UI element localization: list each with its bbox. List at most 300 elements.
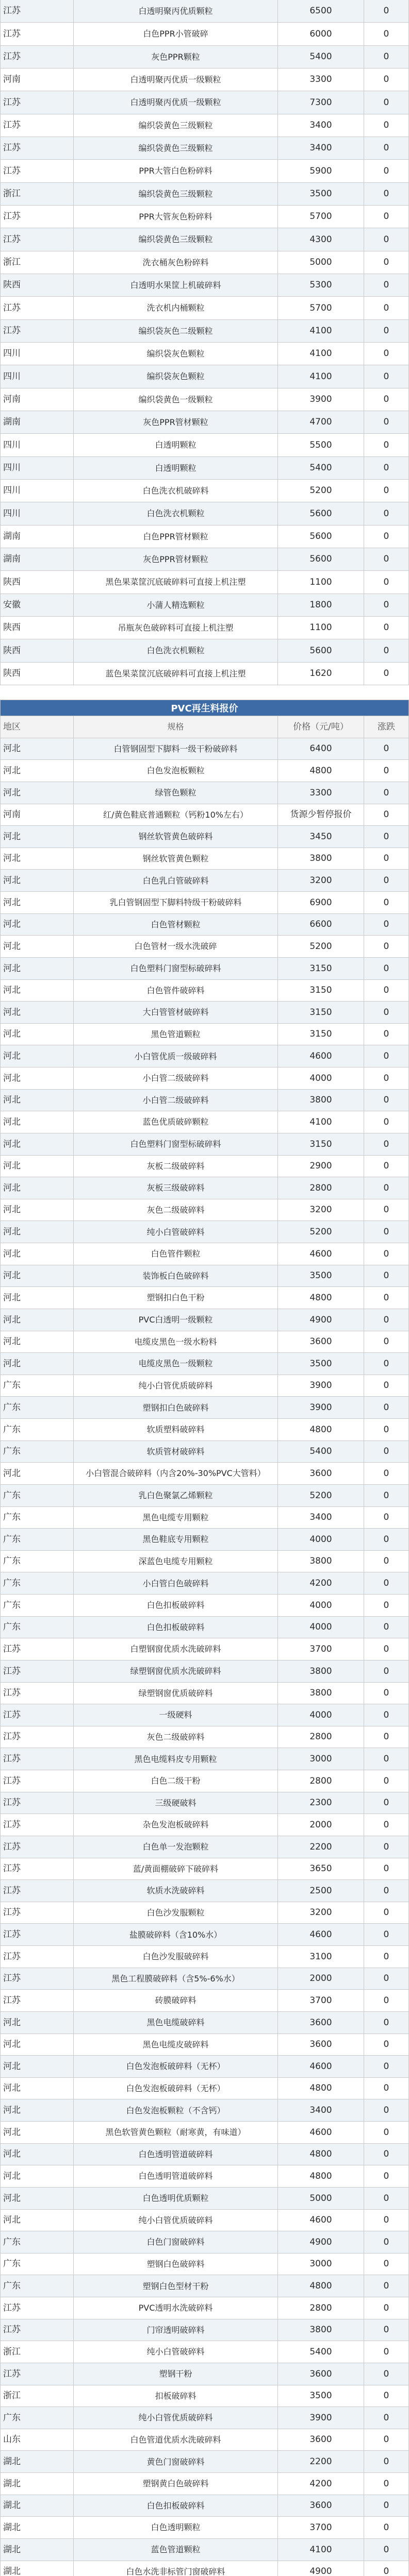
- cell-name: 黑色电缆破碎料: [74, 2012, 279, 2034]
- cell-change: 0: [364, 411, 409, 434]
- table-row: [0, 160, 409, 182]
- table-row: [0, 936, 409, 958]
- cell-change: 0: [364, 1572, 409, 1595]
- table-row: [0, 411, 409, 434]
- table-row: [0, 343, 409, 365]
- cell-name: 白色水洗非标管门窗破碎料: [74, 2561, 279, 2576]
- cell-change: 0: [364, 1133, 409, 1156]
- table-row: [0, 639, 409, 662]
- cell-change: 0: [364, 526, 409, 548]
- table-row: [0, 617, 409, 639]
- cell-change: 0: [364, 2253, 409, 2276]
- cell-name: 杂色发泡板破碎料: [74, 1814, 279, 1836]
- cell-change: 0: [364, 1924, 409, 1946]
- cell-region: 河北: [0, 2056, 74, 2078]
- cell-change: 0: [364, 2275, 409, 2297]
- table-row: [0, 46, 409, 69]
- table-row: [0, 2539, 409, 2561]
- cell-region: 河北: [0, 1353, 74, 1375]
- table-row: [0, 1880, 409, 1902]
- cell-region: 浙江: [0, 251, 74, 274]
- table-row: [0, 2253, 409, 2276]
- cell-name: 编织袋黄色三级颗粒: [74, 183, 279, 206]
- cell-change: 0: [364, 663, 409, 685]
- cell-name: 白色扣板破碎料: [74, 2495, 279, 2517]
- table-row: [0, 183, 409, 206]
- cell-change: 0: [364, 1792, 409, 1815]
- cell-name: 塑钢扣白色破碎料: [74, 1397, 279, 1419]
- cell-name: 砖膜破碎料: [74, 1990, 279, 2012]
- cell-change: 0: [364, 1968, 409, 1990]
- cell-region: 广东: [0, 1419, 74, 1441]
- cell-price: 2500: [278, 1880, 364, 1902]
- cell-region: 河北: [0, 2210, 74, 2232]
- cell-price: 3700: [278, 2517, 364, 2539]
- cell-region: 河北: [0, 914, 74, 936]
- cell-change: 0: [364, 1880, 409, 1902]
- table-row: [0, 2495, 409, 2517]
- table-row: [0, 2188, 409, 2210]
- table-row: [0, 480, 409, 502]
- cell-region: 陕西: [0, 639, 74, 662]
- cell-region: 广东: [0, 2407, 74, 2429]
- cell-region: 江苏: [0, 114, 74, 137]
- table-row: [0, 1441, 409, 1463]
- table-row: [0, 2451, 409, 2473]
- cell-region: 河北: [0, 738, 74, 760]
- cell-change: 0: [364, 1002, 409, 1024]
- cell-change: 0: [364, 760, 409, 782]
- section-pp-continued: [0, 0, 409, 685]
- table-row: [0, 571, 409, 594]
- cell-region: 河北: [0, 1199, 74, 1222]
- cell-region: 安徽: [0, 594, 74, 617]
- table-row: [0, 1243, 409, 1265]
- cell-price: 3650: [278, 1858, 364, 1880]
- cell-region: 河北: [0, 2122, 74, 2144]
- cell-name: 小蒲人精选颗粒: [74, 594, 279, 617]
- cell-price: 4000: [278, 1617, 364, 1639]
- cell-price: 4300: [278, 228, 364, 251]
- cell-price: 3600: [278, 2495, 364, 2517]
- cell-price: 4800: [278, 2144, 364, 2166]
- cell-region: 河北: [0, 826, 74, 848]
- cell-name: 小白管混合破碎料（内含20%-30%PVC大管料）: [74, 1463, 279, 1485]
- cell-change: 0: [364, 274, 409, 297]
- cell-name: 扣板破碎料: [74, 2385, 279, 2408]
- table-row: [0, 782, 409, 804]
- table-row: [0, 2210, 409, 2232]
- cell-name: 白色透明优质颗粒: [74, 2188, 279, 2210]
- cell-name: 白色扣板破碎料: [74, 1595, 279, 1617]
- cell-region: 江苏: [0, 1704, 74, 1726]
- table-row: [0, 2319, 409, 2342]
- cell-name: 白透明颗粒: [74, 434, 279, 456]
- cell-change: 0: [364, 457, 409, 480]
- cell-region: 河北: [0, 958, 74, 980]
- cell-region: 河北: [0, 1133, 74, 1156]
- cell-name: 纯小白管破碎料: [74, 2341, 279, 2363]
- cell-price: 1100: [278, 571, 364, 594]
- cell-name: 白色PPR管材颗粒: [74, 526, 279, 548]
- cell-change: 0: [364, 1090, 409, 1112]
- header-name: 规格: [74, 716, 279, 738]
- cell-change: 0: [364, 2231, 409, 2253]
- cell-name: 装饰板白色破碎料: [74, 1265, 279, 1287]
- cell-price: 4600: [278, 1243, 364, 1265]
- cell-change: 0: [364, 2539, 409, 2561]
- cell-price: 2800: [278, 1726, 364, 1749]
- cell-name: 白色门窗破碎料: [74, 2231, 279, 2253]
- cell-region: 广东: [0, 2231, 74, 2253]
- cell-region: 江苏: [0, 1792, 74, 1815]
- cell-price: 3400: [278, 137, 364, 160]
- cell-price: 5200: [278, 1221, 364, 1243]
- cell-change: 0: [364, 320, 409, 343]
- cell-change: 0: [364, 2297, 409, 2319]
- table-row: [0, 1067, 409, 1090]
- cell-region: 江苏: [0, 320, 74, 343]
- cell-price: 4900: [278, 2561, 364, 2576]
- cell-change: 0: [364, 1683, 409, 1705]
- cell-name: 白色洗衣机颗粒: [74, 639, 279, 662]
- table-row: [0, 2517, 409, 2539]
- cell-name: 小白管白色破碎料: [74, 1572, 279, 1595]
- cell-name: 灰色二级破碎料: [74, 1726, 279, 1749]
- cell-change: 0: [364, 2385, 409, 2408]
- cell-change: 0: [364, 1836, 409, 1858]
- cell-price: 5900: [278, 160, 364, 182]
- section-title: PVC再生料报价: [0, 700, 409, 716]
- cell-change: 0: [364, 2473, 409, 2495]
- table-row: [0, 1968, 409, 1990]
- cell-change: 0: [364, 206, 409, 228]
- cell-change: 0: [364, 1485, 409, 1507]
- cell-name: PVC白透明一级颗粒: [74, 1309, 279, 1331]
- cell-change: 0: [364, 892, 409, 914]
- cell-change: 0: [364, 1265, 409, 1287]
- cell-price: 5400: [278, 457, 364, 480]
- cell-price: 3150: [278, 980, 364, 1002]
- cell-change: 0: [364, 297, 409, 319]
- cell-region: 河北: [0, 1002, 74, 1024]
- cell-change: 0: [364, 2210, 409, 2232]
- cell-price: 4800: [278, 760, 364, 782]
- cell-change: 0: [364, 2561, 409, 2576]
- cell-name: 纯小白管优质破碎料: [74, 2210, 279, 2232]
- cell-region: 河北: [0, 2078, 74, 2100]
- cell-region: 河北: [0, 1090, 74, 1112]
- table-row: [0, 69, 409, 91]
- cell-region: 江苏: [0, 1924, 74, 1946]
- cell-price: 4000: [278, 1067, 364, 1090]
- table-row: [0, 1419, 409, 1441]
- table-row: [0, 1704, 409, 1726]
- table-row: [0, 1331, 409, 1353]
- cell-price: 3400: [278, 114, 364, 137]
- cell-change: 0: [364, 2012, 409, 2034]
- cell-name: 白色发泡板颗粒（不含钙）: [74, 2099, 279, 2122]
- cell-change: 0: [364, 639, 409, 662]
- cell-region: 江苏: [0, 1683, 74, 1705]
- cell-price: 1620: [278, 663, 364, 685]
- cell-name: 编织袋灰色颗粒: [74, 365, 279, 388]
- cell-name: 钢丝软管黄色破碎料: [74, 826, 279, 848]
- table-row: [0, 388, 409, 411]
- table-row: [0, 274, 409, 297]
- cell-region: 江苏: [0, 2297, 74, 2319]
- cell-price: 3150: [278, 1133, 364, 1156]
- cell-price: 3900: [278, 1375, 364, 1397]
- cell-change: 0: [364, 46, 409, 69]
- header-change: 涨跌: [364, 716, 409, 738]
- cell-change: 0: [364, 2144, 409, 2166]
- table-row: [0, 2407, 409, 2429]
- cell-region: 河北: [0, 2034, 74, 2056]
- cell-region: 四川: [0, 502, 74, 525]
- cell-region: 广东: [0, 1375, 74, 1397]
- cell-price: 2800: [278, 2297, 364, 2319]
- table-row: [0, 848, 409, 870]
- cell-name: 塑钢白色型材干粉: [74, 2275, 279, 2297]
- cell-change: 0: [364, 1638, 409, 1660]
- cell-region: 江苏: [0, 160, 74, 182]
- table-row: [0, 2165, 409, 2188]
- cell-region: 江苏: [0, 206, 74, 228]
- cell-region: 广东: [0, 2253, 74, 2276]
- cell-change: 0: [364, 114, 409, 137]
- cell-region: 四川: [0, 480, 74, 502]
- cell-region: 江苏: [0, 1902, 74, 1924]
- cell-region: 陕西: [0, 274, 74, 297]
- cell-price: 5200: [278, 480, 364, 502]
- cell-region: 江苏: [0, 1990, 74, 2012]
- cell-change: 0: [364, 1331, 409, 1353]
- cell-change: 0: [364, 782, 409, 804]
- cell-name: 白色沙发服破碎料: [74, 1946, 279, 1968]
- table-row: [0, 2341, 409, 2363]
- cell-price: 货源少暂停报价: [278, 804, 364, 826]
- cell-region: 河北: [0, 1243, 74, 1265]
- table-row: [0, 1748, 409, 1770]
- cell-change: 0: [364, 1243, 409, 1265]
- table-row: [0, 1090, 409, 1112]
- cell-price: 3800: [278, 1551, 364, 1573]
- cell-region: 四川: [0, 434, 74, 456]
- cell-region: 河北: [0, 1177, 74, 1199]
- cell-price: 2900: [278, 1156, 364, 1178]
- table-row: [0, 2099, 409, 2122]
- table-row: [0, 1397, 409, 1419]
- table-row: [0, 2012, 409, 2034]
- cell-region: 河北: [0, 1331, 74, 1353]
- cell-region: 河北: [0, 892, 74, 914]
- cell-price: 3900: [278, 388, 364, 411]
- cell-change: 0: [364, 1463, 409, 1485]
- cell-price: 4000: [278, 1704, 364, 1726]
- cell-name: 黑色管道颗粒: [74, 1024, 279, 1046]
- cell-price: 3500: [278, 2385, 364, 2408]
- cell-region: 江苏: [0, 228, 74, 251]
- cell-region: 河北: [0, 1067, 74, 1090]
- cell-name: 蓝/黄面棚破碎下破碎料: [74, 1858, 279, 1880]
- cell-change: 0: [364, 69, 409, 91]
- cell-name: 黄色门窗破碎料: [74, 2451, 279, 2473]
- table-row: [0, 251, 409, 274]
- cell-price: 6000: [278, 23, 364, 45]
- cell-region: 河北: [0, 848, 74, 870]
- header-region: 地区: [0, 716, 74, 738]
- cell-price: 4800: [278, 2275, 364, 2297]
- cell-name: 白色洗衣机破碎料: [74, 480, 279, 502]
- table-row: [0, 1177, 409, 1199]
- cell-change: 0: [364, 1221, 409, 1243]
- cell-name: 灰板三级破碎料: [74, 1177, 279, 1199]
- cell-name: 塑钢白色破碎料: [74, 2253, 279, 2276]
- cell-price: 3600: [278, 1331, 364, 1353]
- cell-price: 2000: [278, 1968, 364, 1990]
- cell-name: 绿塑钢窗优质破碎料: [74, 1683, 279, 1705]
- table-row: [0, 2122, 409, 2144]
- table-row: [0, 228, 409, 251]
- cell-change: 0: [364, 1353, 409, 1375]
- table-row: [0, 320, 409, 343]
- cell-change: 0: [364, 1199, 409, 1222]
- cell-price: 4000: [278, 1529, 364, 1551]
- cell-name: 电缆皮黑色一级颗粒: [74, 1353, 279, 1375]
- cell-change: 0: [364, 183, 409, 206]
- table-row: [0, 1002, 409, 1024]
- cell-name: 黑色电缆料皮专用颗粒: [74, 1748, 279, 1770]
- cell-change: 0: [364, 2407, 409, 2429]
- cell-change: 0: [364, 343, 409, 365]
- cell-name: 白塑钢窗优质水洗破碎料: [74, 1638, 279, 1660]
- cell-price: 3000: [278, 1748, 364, 1770]
- cell-region: 河北: [0, 870, 74, 892]
- cell-price: 1100: [278, 617, 364, 639]
- cell-name: 门帘透明破碎料: [74, 2319, 279, 2342]
- cell-region: 广东: [0, 1529, 74, 1551]
- cell-name: 白透明聚丙优质一级颗粒: [74, 91, 279, 114]
- cell-name: 白色发泡板破碎料（无杯）: [74, 2056, 279, 2078]
- cell-change: 0: [364, 228, 409, 251]
- cell-change: 0: [364, 2341, 409, 2363]
- cell-price: 3200: [278, 1902, 364, 1924]
- cell-region: 江苏: [0, 46, 74, 69]
- table-row: [0, 1946, 409, 1968]
- cell-name: 白色塑料门窗型标破碎料: [74, 1133, 279, 1156]
- cell-change: 0: [364, 1814, 409, 1836]
- cell-change: 0: [364, 2078, 409, 2100]
- cell-name: 编织袋灰色颗粒: [74, 343, 279, 365]
- table-row: [0, 2056, 409, 2078]
- cell-change: 0: [364, 0, 409, 23]
- cell-name: 白色乳白管破碎料: [74, 870, 279, 892]
- cell-change: 0: [364, 91, 409, 114]
- cell-name: 电缆皮黑色一级水粉料: [74, 1331, 279, 1353]
- cell-name: 黑色果菜筐沉底破碎料可直接上机注塑: [74, 571, 279, 594]
- table-row: [0, 114, 409, 137]
- cell-region: 河北: [0, 2144, 74, 2166]
- table-row: [0, 206, 409, 228]
- cell-name: 白色塑料门窗型标破碎料: [74, 958, 279, 980]
- table-row: [0, 1485, 409, 1507]
- table-row: [0, 457, 409, 480]
- cell-region: 湖北: [0, 2561, 74, 2576]
- cell-region: 广东: [0, 1572, 74, 1595]
- cell-price: 3600: [278, 2429, 364, 2451]
- cell-name: 编织袋灰色二级颗粒: [74, 320, 279, 343]
- cell-region: 江苏: [0, 0, 74, 23]
- cell-price: 3900: [278, 2407, 364, 2429]
- table-row: [0, 892, 409, 914]
- cell-change: 0: [364, 1660, 409, 1683]
- cell-region: 湖南: [0, 526, 74, 548]
- cell-name: 乳白色聚氯乙烯颗粒: [74, 1485, 279, 1507]
- cell-change: 0: [364, 1111, 409, 1133]
- cell-price: 3800: [278, 848, 364, 870]
- cell-change: 0: [364, 1397, 409, 1419]
- cell-region: 陕西: [0, 617, 74, 639]
- table-row: [0, 1836, 409, 1858]
- cell-change: 0: [364, 1045, 409, 1067]
- cell-region: 江苏: [0, 1968, 74, 1990]
- table-row: [0, 980, 409, 1002]
- cell-name: 黑色鞋底专用颗粒: [74, 1529, 279, 1551]
- cell-region: 浙江: [0, 183, 74, 206]
- cell-change: 0: [364, 365, 409, 388]
- cell-name: 蓝色优质破碎颗粒: [74, 1111, 279, 1133]
- cell-change: 0: [364, 251, 409, 274]
- cell-name: 小白管优质一级破碎料: [74, 1045, 279, 1067]
- cell-name: 白色沙发服颗粒: [74, 1902, 279, 1924]
- table-row: [0, 1551, 409, 1573]
- cell-name: 塑钢扣白色干粉: [74, 1287, 279, 1309]
- cell-region: 江苏: [0, 1858, 74, 1880]
- table-row: [0, 2275, 409, 2297]
- cell-change: 0: [364, 1704, 409, 1726]
- cell-region: 四川: [0, 457, 74, 480]
- cell-change: 0: [364, 826, 409, 848]
- cell-name: 乳白管钢固型下脚料特级干粉破碎料: [74, 892, 279, 914]
- table-row: [0, 1990, 409, 2012]
- cell-change: 0: [364, 1748, 409, 1770]
- cell-change: 0: [364, 2034, 409, 2056]
- table-row: [0, 760, 409, 782]
- cell-name: 盐膜破碎料（含10%水）: [74, 1924, 279, 1946]
- cell-region: 河北: [0, 782, 74, 804]
- cell-region: 陕西: [0, 571, 74, 594]
- table-row: [0, 2473, 409, 2495]
- cell-price: 4900: [278, 1309, 364, 1331]
- cell-price: 1800: [278, 594, 364, 617]
- cell-name: 黑色电缆皮破碎料: [74, 2034, 279, 2056]
- cell-change: 0: [364, 1024, 409, 1046]
- cell-change: 0: [364, 980, 409, 1002]
- cell-name: PVC透明水洗破碎料: [74, 2297, 279, 2319]
- cell-region: 山东: [0, 2429, 74, 2451]
- cell-name: PPR大管白色粉碎料: [74, 160, 279, 182]
- cell-price: 3800: [278, 1660, 364, 1683]
- cell-change: 0: [364, 2319, 409, 2342]
- cell-name: 塑钢黄白色破碎料: [74, 2473, 279, 2495]
- cell-region: 江苏: [0, 1748, 74, 1770]
- cell-price: 3200: [278, 1199, 364, 1222]
- cell-name: 白色洗衣机颗粒: [74, 502, 279, 525]
- cell-name: 白色管道优质水洗破碎料: [74, 2429, 279, 2451]
- table-row: [0, 1353, 409, 1375]
- cell-price: 5200: [278, 1485, 364, 1507]
